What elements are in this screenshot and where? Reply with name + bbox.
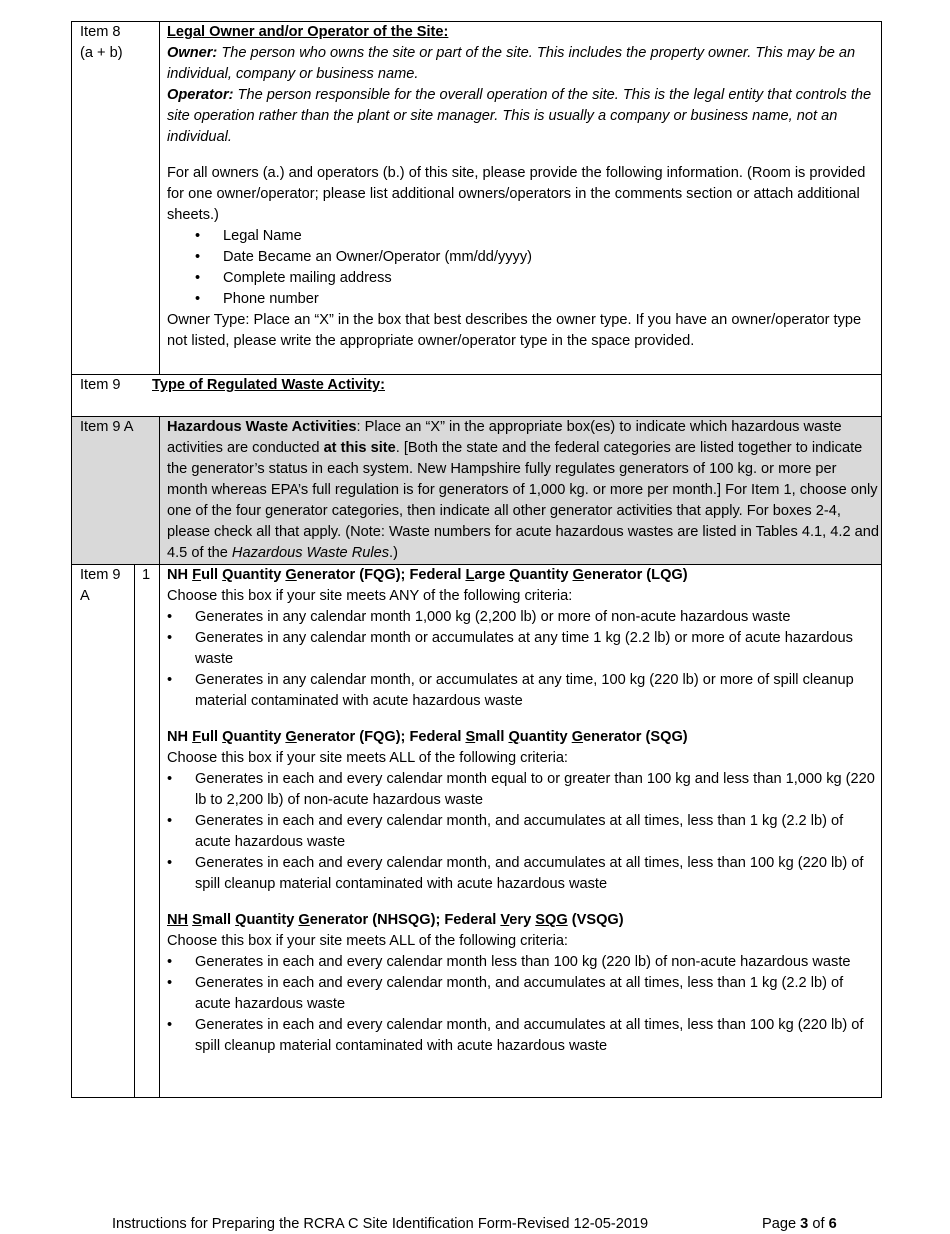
fqg-lqg-criteria <box>167 607 879 712</box>
item9a-label: Item 9 A <box>80 419 134 435</box>
list-item: • Generates in any calendar month 1,000 kg (2,200 lb) or more of non-acute hazardous waste <box>167 609 791 625</box>
item8-heading: Legal Owner and/or Operator of the Site: <box>167 24 449 40</box>
list-item: • Generates in each and every calendar month, and accumulates at all times, less than 1 kg (2.2 lb) of acute hazardous waste <box>167 975 844 1012</box>
list-item: • Generates in each and every calendar month, and accumulates at all times, less than 1 kg (2.2 lb) of acute hazardous waste <box>167 813 844 850</box>
list-item: • Generates in each and every calendar month equal to or greater than 100 kg and less than 1,000 kg (220 lb to 2,200 lb) of non-acute hazardous waste <box>167 771 875 808</box>
fqg-sqg-criteria <box>167 769 879 895</box>
list-item: • Legal Name <box>195 228 302 244</box>
list-item: • Phone number <box>195 291 319 307</box>
list-item: • Date Became an Owner/Operator (mm/dd/yyyy) <box>195 249 533 265</box>
list-item: • Complete mailing address <box>195 270 392 286</box>
fqg-lqg-title: NH Full Quantity Generator (FQG); Federal Large Quantity Generator (LQG) <box>167 567 688 583</box>
item8-bullet-list <box>167 226 879 310</box>
item9-heading: Type of Regulated Waste Activity: <box>152 377 385 393</box>
fqg-sqg-title: NH Full Quantity Generator (FQG); Federal Small Quantity Generator (SQG) <box>167 729 688 745</box>
list-item: • Generates in each and every calendar month less than 100 kg (220 lb) of non-acute hazardous waste <box>167 954 851 970</box>
list-item: • Generates in any calendar month or accumulates at any time 1 kg (2.2 lb) or more of acute hazardous waste <box>167 630 853 667</box>
item9a-content: Hazardous Waste Activities: Place an “X” in the appropriate box(es) to indicate which hazardous waste activities are conducted at this site. [Both the state and the federal categories are listed together to indicate the generator’s status in each system. New Hampshire fully regulates generators of 100 kg. or more per month whereas EPA’s full regulation is for generators of 1,000 kg. or more per month.] For Item 1, choose only one of the four generator categories, then indicate all other generator activities that apply. For boxes 2-4, please check all that apply. (Note: Waste numbers for acute hazardous wastes are listed in Tables 4.1, 4.2 and 4.5 of the Hazardous Waste Rules.) <box>167 419 879 561</box>
list-item: • Generates in any calendar month, or accumulates at any time, 100 kg (220 lb) or more of spill cleanup material contaminated with acute hazardous waste <box>167 672 854 709</box>
item9a1-content: NH Full Quantity Generator (FQG); Federal Large Quantity Generator (LQG) Choose this box if your site meets ANY of the following criteria: • Generates in any calendar month 1,000 kg (2,200 lb) or more of non-acute hazardous waste • Generates in any calendar month or accumulates at any time 1 kg (2.2 lb) or more of acute hazardous waste • Generates in any calendar month, or accumulates at any time, 100 kg (220 lb) or more of spill cleanup material contaminated with acute hazardous waste NH Full Quantity Generator (FQG); Federal Small Quantity Generator (SQG) Choose this box if your site meets ALL of the following criteria: • Generates in each and every calendar month equal to or greater than 100 kg and less than 1,000 kg (220 lb to 2,200 lb) of non-acute hazardous waste • Generates in each and every calendar month, and accumulates at all times, less than 1 kg (2.2 lb) of acute hazardous waste • Generates in each and every calendar month, and accumulates at all times, less than 100 kg (220 lb) of spill cleanup material contaminated with acute hazardous waste NH Small Quantity Generator (NHSQG); Federal Very SQG (VSQG) Choose this box if your site meets ALL of the following criteria: • Generates in each and every calendar month less than 100 kg (220 lb) of non-acute hazardous waste • Generates in each and every calendar month, and accumulates at all times, less than 1 kg (2.2 lb) of acute hazardous waste • Generates in each and every calendar month, and accumulates at all times, less than 100 kg (220 lb) of spill cleanup material contaminated with acute hazardous waste <box>167 565 879 1057</box>
item9-label: Item 9 <box>80 377 121 393</box>
item8-intro: For all owners (a.) and operators (b.) of this site, please provide the following information. (Room is provided for one owner/operator; please list additional owners/operators in the comments section or attach additional sheets.) <box>167 165 866 223</box>
list-item: • Generates in each and every calendar month, and accumulates at all times, less than 100 kg (220 lb) of spill cleanup material contaminated with acute hazardous waste <box>167 1017 864 1054</box>
item8-content: Legal Owner and/or Operator of the Site: Owner: The person who owns the site or part of the site. This includes the property owner. This may be an individual, company or business name. Operator: The person responsible for the overall operation of the site. This is the legal entity that controls the site operation rather than the plant or site manager. This is usually a company or business name, not an individual. For all owners (a.) and operators (b.) of this site, please provide the following information. (Room is provided for one owner/operator; please list additional owners/operators in the comments section or attach additional sheets.) • Legal Name • Date Became an Owner/Operator (mm/dd/yyyy) • Complete mailing address • Phone number Owner Type: Place an “X” in the box that best describes the owner type. If you have an owner/operator type not listed, please write the appropriate owner/operator type in the space provided. <box>167 22 879 352</box>
item9a1-number: 1 <box>142 567 151 583</box>
nhsqg-vsqg-criteria <box>167 952 879 1057</box>
item8-label: Item 8 (a + b) <box>80 24 123 61</box>
nhsqg-vsqg-title: NH Small Quantity Generator (NHSQG); Federal Very SQG (VSQG) <box>167 912 624 928</box>
page-number: Page 3 of 6 <box>762 1216 837 1232</box>
item8-owner-type: Owner Type: Place an “X” in the box that best describes the owner type. If you have an owner/operator type not listed, please write the appropriate owner/operator type in the space provided. <box>167 312 862 349</box>
item9a1-label: Item 9 A <box>80 567 121 604</box>
footer-title: Instructions for Preparing the RCRA C Site Identification Form-Revised 12-05-2019 <box>112 1216 649 1232</box>
list-item: • Generates in each and every calendar month, and accumulates at all times, less than 100 kg (220 lb) of spill cleanup material contaminated with acute hazardous waste <box>167 855 864 892</box>
